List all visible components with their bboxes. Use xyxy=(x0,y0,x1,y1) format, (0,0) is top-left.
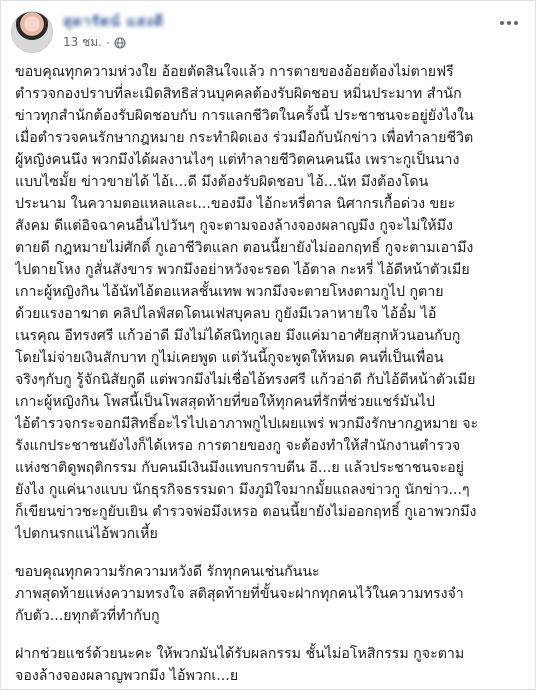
post-meta xyxy=(63,33,126,52)
post-text-line: จองล้างจองผลาญพวกมึง ไอ้พวกเ...ย xyxy=(15,668,239,684)
post-text-line: กับตัว...ยทุกตัวที่ทำกับกู xyxy=(15,608,160,624)
post-text-line: ตายดี กฎหมายไม่ศักดิ์ กูเอาชีวิตแลก ตอนนี้ยายังไม่ออกฤทธิ์ กูจะตามเอามึง xyxy=(15,240,474,256)
paragraph-1 xyxy=(15,61,525,545)
globe-icon[interactable] xyxy=(114,37,126,49)
author-avatar[interactable] xyxy=(11,11,53,53)
post-text-line: ประนาม ในความตอแหลและเ...ของมึง ไอ้กะหรี่ตาล นิศากรเกื้อด่วง ขยะ xyxy=(15,196,456,212)
post-text-line: ข่าวทุกสำนักต้องรับผิดชอบกับ การแลกชีวิตในครั้งนี้ ประชาชนจะอยู่ยังไงใน xyxy=(15,108,474,124)
post-text-line: ฝากช่วยแชร์ด้วยนะคะ ให้พวกมันได้รับผลกรรม ชั้นไม่อโหสิกรรม กูจะตาม xyxy=(15,646,465,662)
post-text-line: ยังไง กูแค่นางแบบ นักธุรกิจธรรมดา มึงภูมิใจมากมั้ยแถลงข่าวกู นักข่าว...ๆ xyxy=(15,482,470,498)
post-text-line: ไอ้ตำรวจกระจอกมีสิทธิ์อะไรไปเอาภาพกูไปเผยแพร่ พวกมึงรักษากฎหมาย จะ xyxy=(15,416,479,432)
post-time[interactable]: 13 ชม. xyxy=(63,35,102,49)
paragraph-gap xyxy=(15,627,525,643)
post-text-line: ไปตกนรกแน่ไอ้พวกเหี้ย xyxy=(15,526,158,542)
post-text-line: ด้วยแรงอาฆาต คลิปไลฟ์สดโดนเฟสบุคลบ กูยังมีเวลาหายใจ ไอ้อั๋ม ไอ้ xyxy=(15,306,437,322)
post-text-line: ก็เขียนข่าวชะกูยับเยิน ตำรวจพ่อมึงเหรอ ตอนนี้ยายังไม่ออกฤทธิ์ กูเอาพวกมึง xyxy=(15,504,477,520)
post-text-line: เกาะผู้หญิงกิน โพสนี้เป็นโพสสุดท้ายที่ขอให้ทุกคนที่รักที่ช่วยแชร์มันไป xyxy=(15,394,435,410)
post-text-line: เนรคุณ อีทรงศรี แก้วอ่าดี มึงไม่ได้สนิทกูเลย มึงแค่มาอาศัยสุกหัวนอนกับกู xyxy=(15,328,461,344)
post-text-line: ไปตายโหง กูสั่นสังขาร พวกมึงอย่าหวังจะรอด ไอ้ตาล กะหรี่ ไอ้ดีหน้าตัวเมีย xyxy=(15,262,470,278)
post-text-line: ขอบคุณทุกความรักความหวังดี รักทุกคนเช่นกันนะ xyxy=(15,564,320,580)
post-text-line: รังแกประชาชนยังไงก็ได้เหรอ การตายของกู จะต้องทำให้สำนักงานตำรวจ xyxy=(15,438,461,454)
post-text-line: เกาะผู้หญิงกิน ไอ้นัทไอ้ตอแหลชั้นเทพ พวกมึงจะตายโหงตามกูไป กูตาย xyxy=(15,284,444,300)
post-text-line: โดยไม่จ่ายเงินสักบาท กูไม่เคยพูด แต่วันนี้กูจะพูดให้หมด คนที่เป็นเพื่อน xyxy=(15,350,444,366)
post-text-line: สังคม ดีแต่อิจฉาคนอื่นไปวันๆ กูจะตามจองล้างจองผลาญมึง กูจะไม่ให้มึง xyxy=(15,218,453,234)
post-text-line: แบบไซมั้ย ข่าวขายได้ ไอ้เ...ดี มึงต้องรับผิดชอบ ไอ้...นัท มึงต้องโดน xyxy=(15,174,429,190)
paragraph-2 xyxy=(15,561,525,627)
post-text-line: ผู้หญิงคนนึง พวกมึงได้ผลงานไงๆ แต่ทำลายชีวิตคนคนนึง เพราะกูเป็นนาง xyxy=(15,152,460,168)
post-text-line: ตำรวจกองปราบที่ละเมิดสิทธิส่วนบุคคลต้องรับผิดชอบ หมิ่นประมาท สำนัก xyxy=(15,86,462,102)
paragraph-gap xyxy=(15,545,525,561)
author-name[interactable]: สุดารัตน์ แสงดี xyxy=(63,14,165,30)
post-text-line: เมื่อตำรวจคนรักษากฎหมาย กระทำผิดเอง ร่วมมือกับนักข่าว เพื่อทำลายชีวิต xyxy=(15,130,474,146)
more-options-icon[interactable] xyxy=(495,13,523,33)
post-text-line: ขอบคุณทุกความห่วงใย อ้อยตัดสินใจแล้ว การตายของอ้อยต้องไม่ตายฟรี xyxy=(15,64,454,80)
separator-dot: · xyxy=(105,35,110,50)
post-text-line: จริงๆกับกู รู้จักนิสัยกูดี แต่พวกมึงไม่เชื่อไอ้ทรงศรี แก้วอ่าดี กับไอ้ดีหน้าตัวเมีย xyxy=(15,372,476,388)
paragraph-3 xyxy=(15,643,525,687)
post-text-line: ภาพสุดท้ายแห่งความทรงใจ สติสุดท้ายที่ขั้นจะฝากทุกคนไว้ในความทรงจำ xyxy=(15,586,464,602)
post-body xyxy=(15,61,525,687)
post-text-line: แห่งชาติดูพฤติกรรม กับคนมีเงินมึงแทบกราบตีน อี...ย แล้วประชาชนจะอยู่ xyxy=(15,460,464,476)
post-header xyxy=(11,9,525,57)
